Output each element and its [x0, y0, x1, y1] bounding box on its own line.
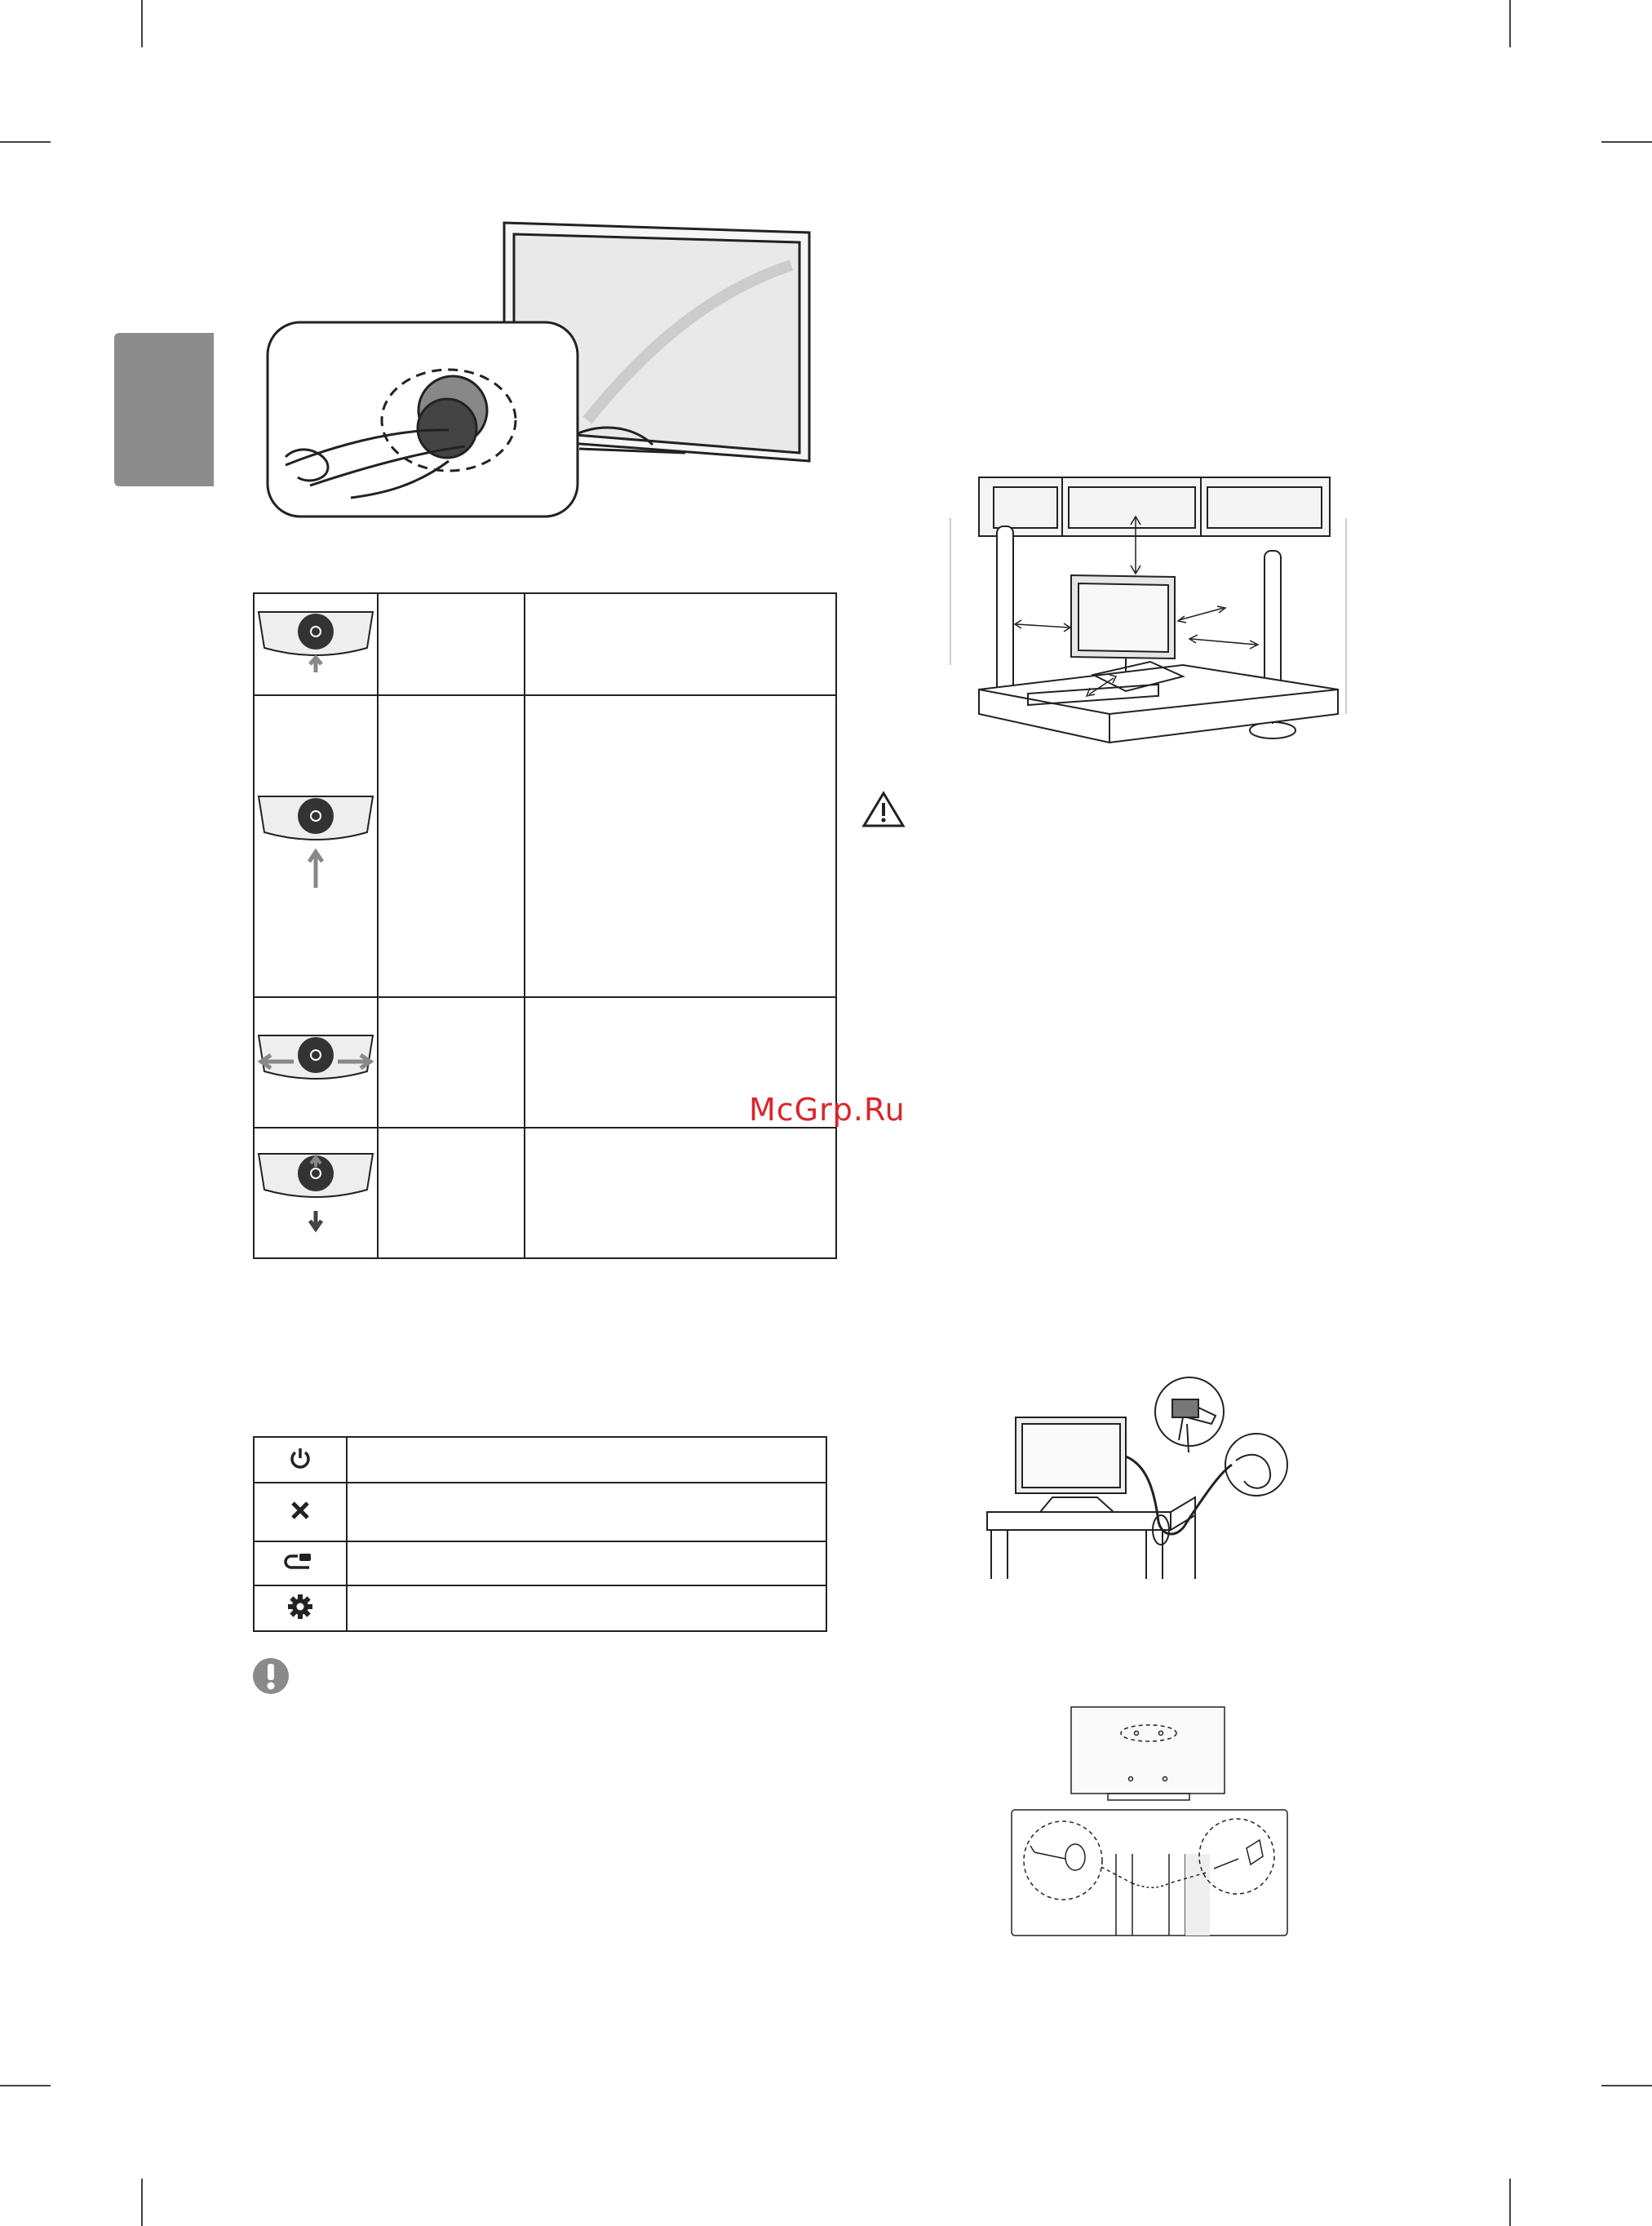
table-row — [254, 1541, 826, 1585]
joystick-function-label — [378, 695, 525, 997]
table-row — [254, 1483, 826, 1541]
joystick-function-label — [378, 593, 525, 695]
settings-gear-icon — [287, 1594, 313, 1620]
joystick-hold-cell — [254, 695, 378, 997]
joystick-left-right-icon — [255, 1016, 377, 1106]
table-row — [254, 1437, 826, 1483]
watermark-text: McGrp.Ru — [749, 1092, 906, 1128]
crop-mark-left-top-h — [0, 141, 51, 143]
menu-icon-cell — [254, 1483, 347, 1541]
joystick-function-table — [253, 592, 837, 1259]
joystick-hold-icon — [255, 792, 377, 898]
close-icon — [288, 1498, 312, 1523]
wall-fixing-illustration — [1010, 1705, 1291, 1938]
joystick-up-down-icon — [255, 1142, 377, 1240]
joystick-up-down-cell — [254, 1128, 378, 1258]
menu-icon-cell — [254, 1585, 347, 1631]
joystick-function-description — [525, 1128, 836, 1258]
language-side-tab — [114, 333, 214, 486]
crop-mark-left-bottom-h — [0, 2085, 51, 2086]
crop-mark-bottom-right-v — [1509, 2179, 1511, 2226]
power-icon — [288, 1446, 312, 1470]
note-exclamation-icon — [251, 1656, 290, 1696]
input-icon — [286, 1551, 314, 1572]
joystick-left-right-cell — [254, 997, 378, 1128]
menu-icon-cell — [254, 1541, 347, 1585]
crop-mark-top-right-v — [1509, 0, 1511, 47]
menu-icon-table — [253, 1436, 827, 1632]
tv-clearance-illustration — [946, 469, 1354, 747]
menu-icon-cell — [254, 1437, 347, 1483]
menu-item-label — [347, 1585, 826, 1631]
crop-mark-top-left-v — [141, 0, 143, 47]
joystick-function-label — [378, 1128, 525, 1258]
kensington-lock-illustration — [983, 1375, 1318, 1587]
table-row — [254, 593, 836, 695]
crop-mark-bottom-left-v — [141, 2179, 143, 2226]
menu-item-label — [347, 1437, 826, 1483]
joystick-function-label — [378, 997, 525, 1128]
joystick-function-description — [525, 695, 836, 997]
joystick-function-description — [525, 593, 836, 695]
joystick-press-cell — [254, 593, 378, 695]
crop-mark-right-top-h — [1601, 141, 1652, 143]
tv-joystick-illustration — [261, 216, 824, 526]
table-row — [254, 1585, 826, 1631]
table-row — [254, 695, 836, 997]
table-row — [254, 1128, 836, 1258]
menu-item-label — [347, 1541, 826, 1585]
crop-mark-right-bottom-h — [1601, 2085, 1652, 2086]
joystick-press-icon — [255, 594, 377, 690]
warning-triangle-icon — [861, 790, 906, 829]
menu-item-label — [347, 1483, 826, 1541]
